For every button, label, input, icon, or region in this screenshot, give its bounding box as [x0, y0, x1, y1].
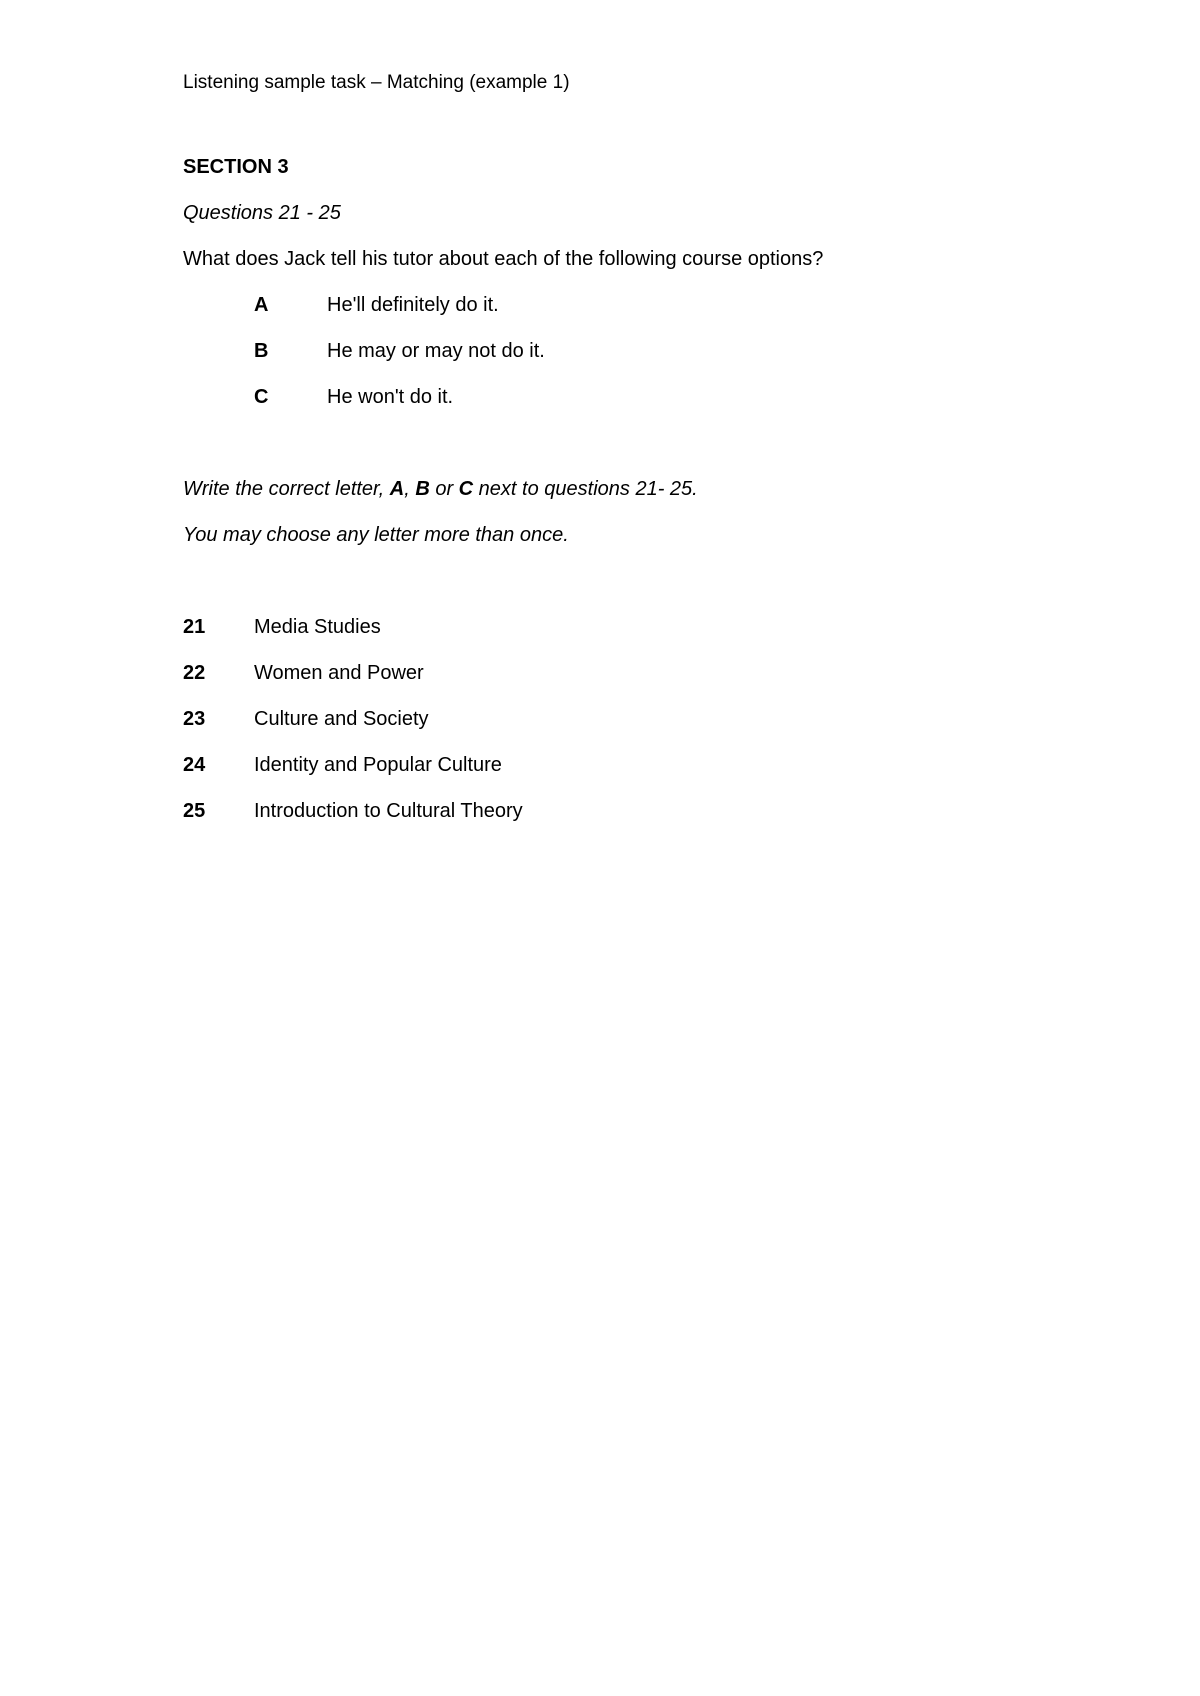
instruction-letter-a: A — [389, 478, 405, 500]
instruction-or: or — [429, 478, 459, 500]
option-text: He won't do it. — [327, 386, 454, 408]
item-number: 25 — [183, 800, 206, 822]
question-prompt: What does Jack tell his tutor about each of the following course options? — [183, 248, 824, 270]
option-text: He'll definitely do it. — [327, 294, 499, 316]
instruction-line-1 — [183, 478, 698, 501]
option-c — [0, 386, 1200, 414]
item-number: 21 — [183, 616, 206, 638]
item-number: 24 — [183, 754, 206, 776]
item-label: Introduction to Cultural Theory — [254, 800, 523, 822]
option-letter: A — [254, 294, 269, 316]
item-label: Women and Power — [254, 662, 424, 684]
list-item — [0, 754, 1200, 782]
item-label: Media Studies — [254, 616, 381, 638]
instruction-line-2: You may choose any letter more than once. — [183, 524, 569, 546]
list-item — [0, 800, 1200, 828]
page-header: Listening sample task – Matching (example 1) — [183, 72, 570, 93]
instruction-letter-c: C — [458, 478, 474, 500]
item-label: Culture and Society — [254, 708, 429, 730]
option-b — [0, 340, 1200, 368]
instruction-letter-b: B — [415, 478, 430, 500]
option-letter: B — [254, 340, 269, 362]
option-text: He may or may not do it. — [327, 340, 545, 362]
list-item — [0, 708, 1200, 736]
section-title: SECTION 3 — [183, 156, 289, 178]
list-item — [0, 616, 1200, 644]
option-a — [0, 294, 1200, 322]
item-number: 22 — [183, 662, 206, 684]
instruction-separator: , — [404, 478, 416, 500]
item-label: Identity and Popular Culture — [254, 754, 502, 776]
option-letter: C — [254, 386, 269, 408]
instruction-text: Write the correct letter, — [183, 478, 390, 500]
instruction-text: next to questions 21- 25. — [473, 478, 698, 500]
list-item — [0, 662, 1200, 690]
item-number: 23 — [183, 708, 206, 730]
question-range: Questions 21 - 25 — [183, 202, 341, 224]
